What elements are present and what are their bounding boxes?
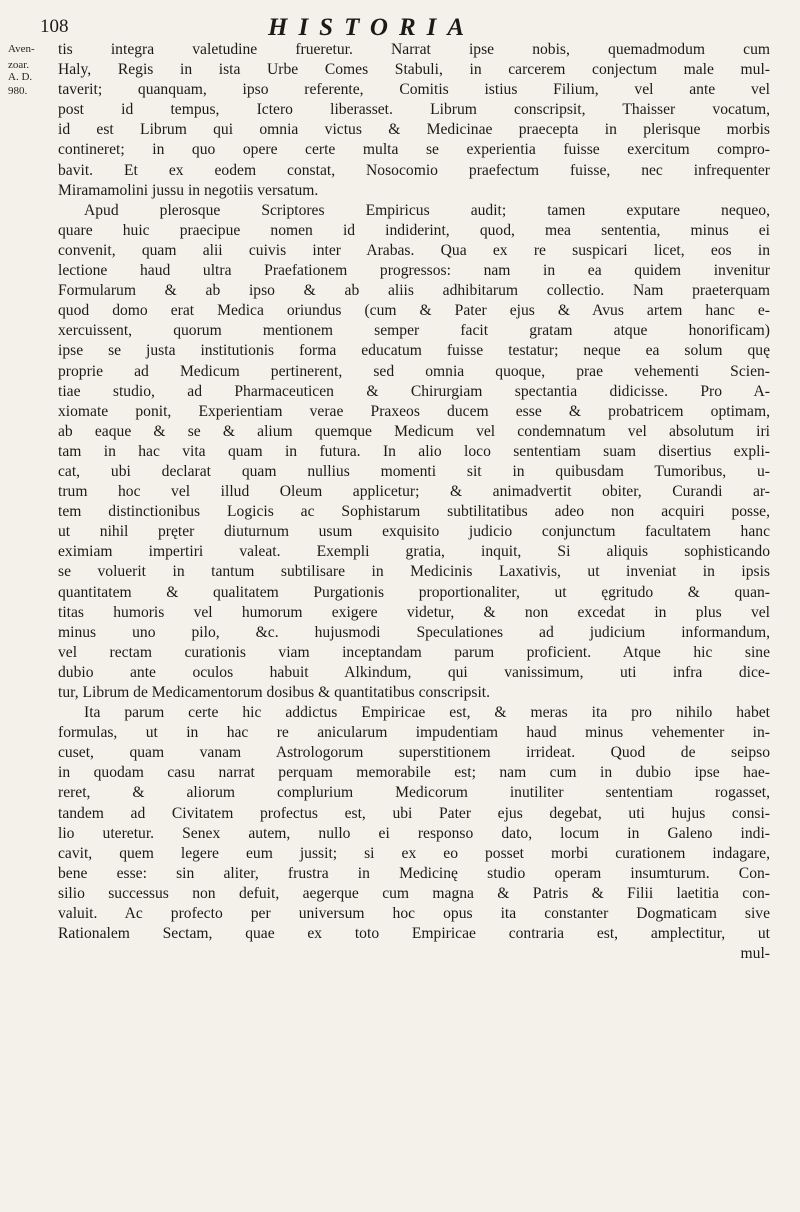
text-line: xiomate ponit, Experientiam verae Praxeos ducem esse & probatricem optimam,: [58, 402, 770, 420]
text-line: quantitatem & qualitatem Purgationis proportionaliter, ut ęgritudo & quan-: [58, 583, 770, 601]
text-line: tandem ad Civitatem profectus est, ubi Pater ejus degebat, uti hujus consi-: [58, 804, 770, 822]
text-line: trum hoc vel illud Oleum applicetur; & animadvertit obiter, Curandi ar-: [58, 483, 770, 501]
page-number: 108: [40, 16, 69, 37]
text-line: xercuissent, quorum mentionem semper facit gratam atque honorificam): [58, 322, 770, 340]
text-line: mul-: [740, 945, 770, 963]
text-line: ut nihil pręter diuturnum usum exquisito judicio conjunctum facultatem hanc: [58, 523, 770, 541]
text-line: cavit, quem legere eum jussit; si ex eo posset morbi curationem indagare,: [58, 844, 770, 862]
text-line: contineret; in quo opere certe multa se experientia fuisse exercitum compro-: [58, 141, 770, 159]
text-line: eximiam impertiri valeat. Exempli gratia, inquit, Si aliquis sophisticando: [58, 543, 770, 561]
text-line: Rationalem Sectam, quae ex toto Empiricae contraria est, amplectitur, ut: [58, 925, 770, 943]
text-line: dubio ante oculos habuit Alkindum, qui vanissimum, uti infra dice-: [58, 663, 770, 681]
text-line: convenit, quam alii cuivis inter Arabas. Qua ex re suspicari licet, eos in: [58, 241, 770, 259]
text-line: tiae studio, ad Pharmaceuticen & Chirurgiam spectantia didicisse. Pro A-: [58, 382, 770, 400]
text-line: minus uno pilo, &c. hujusmodi Speculationes ad judicium informandum,: [58, 623, 770, 641]
text-line: tam in hac vita quam in futura. In alio loco sententiam suam disertius expli-: [58, 442, 770, 460]
text-line: vel rectam curationis viam inceptandam parum proficient. Atque hic sine: [58, 643, 770, 661]
text-line: lio uteretur. Senex autem, nullo ei responso dato, locum in Galeno indi-: [58, 824, 770, 842]
margin-note-author: Aven-: [8, 43, 35, 55]
text-line: valuit. Ac profecto per universum hoc opus ita constanter Dogmaticam sive: [58, 905, 770, 923]
text-line: ipse se justa institutionis forma educatum fuisse testatur; neque ea solum quę: [58, 342, 770, 360]
text-line: lectione haud ultra Praefationem progressos: nam in ea quidem invenitur: [58, 262, 770, 280]
text-line: formulas, ut in hac re anicularum impudentiam haud minus vehementer in-: [58, 724, 770, 742]
text-line: Apud plerosque Scriptores Empiricus audit; tamen exputare nequeo,: [84, 201, 770, 219]
text-line: se voluerit in tantum subtilisare in Medicinis Laxativis, ut inveniat in ipsis: [58, 563, 770, 581]
text-line: tis integra valetudine frueretur. Narrat ipse nobis, quemadmodum cum: [58, 41, 770, 58]
margin-note-author-cont: zoar.: [8, 59, 30, 71]
text-line: cat, ubi declarat quam nullius momenti sit in quibusdam Tumoribus, u-: [58, 462, 770, 480]
text-line: bavit. Et ex eodem constat, Nosocomio praefectum fuisse, nec infrequenter: [58, 161, 770, 179]
text-line: tem distinctionibus Logicis ac Sophistarum subtilitatibus adeo non acquiri posse,: [58, 503, 770, 521]
text-line: titas humoris vel humorum exigere videtur, & non excedat in plus vel: [58, 603, 770, 621]
text-line: in quodam casu narrat perquam memorabile est; nam cum in dubio ipse hae-: [58, 764, 770, 782]
running-title: HISTORIA: [268, 14, 476, 41]
text-line: proprie ad Medicum pertinerent, sed omnia quoque, prae vehementi Scien-: [58, 362, 770, 380]
text-line: Haly, Regis in ista Urbe Comes Stabuli, in carcerem conjectum male mul-: [58, 61, 770, 79]
text-line: taverit; quanquam, ipso referente, Comitis istius Filium, vel ante vel: [58, 81, 770, 99]
text-line: reret, & aliorum complurium Medicorum inutiliter sententiam rogasset,: [58, 784, 770, 802]
text-line: Ita parum certe hic addictus Empiricae est, & meras ita pro nihilo habet: [84, 704, 770, 722]
text-line: bene esse: sin aliter, frustra in Medicinę studio operam insumturum. Con-: [58, 864, 770, 882]
margin-note-year: 980.: [8, 85, 28, 97]
text-line: post id tempus, Ictero liberasset. Librum conscripsit, Thaisser vocatum,: [58, 101, 770, 119]
text-line: silio successus non defuit, aegerque cum magna & Patris & Filii laetitia con-: [58, 884, 770, 902]
text-line: id est Librum qui omnia victus & Medicinae praecepta in plerisque morbis: [58, 121, 770, 139]
text-line: cuset, quam vanam Astrologorum superstitionem irrideat. Quod de seipso: [58, 744, 770, 762]
text-line: ab eaque & se & alium quemque Medicum vel condemnatum vel absolutum iri: [58, 422, 770, 440]
text-line: Formularum & ab ipso & ab aliis adhibitarum collectio. Nam praeterquam: [58, 282, 770, 300]
text-line: quod domo erat Medica oriundus (cum & Pater ejus & Avus artem hanc e-: [58, 302, 770, 320]
text-line: tur, Librum de Medicamentorum dosibus & quantitatibus conscripsit.: [58, 684, 491, 701]
text-line: quare huic praecipue nomen id indiderint, quod, mea sententia, minus ei: [58, 221, 770, 239]
text-line: Miramamolini jussu in negotiis versatum.: [58, 181, 319, 199]
margin-note-era: A. D.: [8, 71, 33, 83]
body-text: [58, 40, 770, 964]
